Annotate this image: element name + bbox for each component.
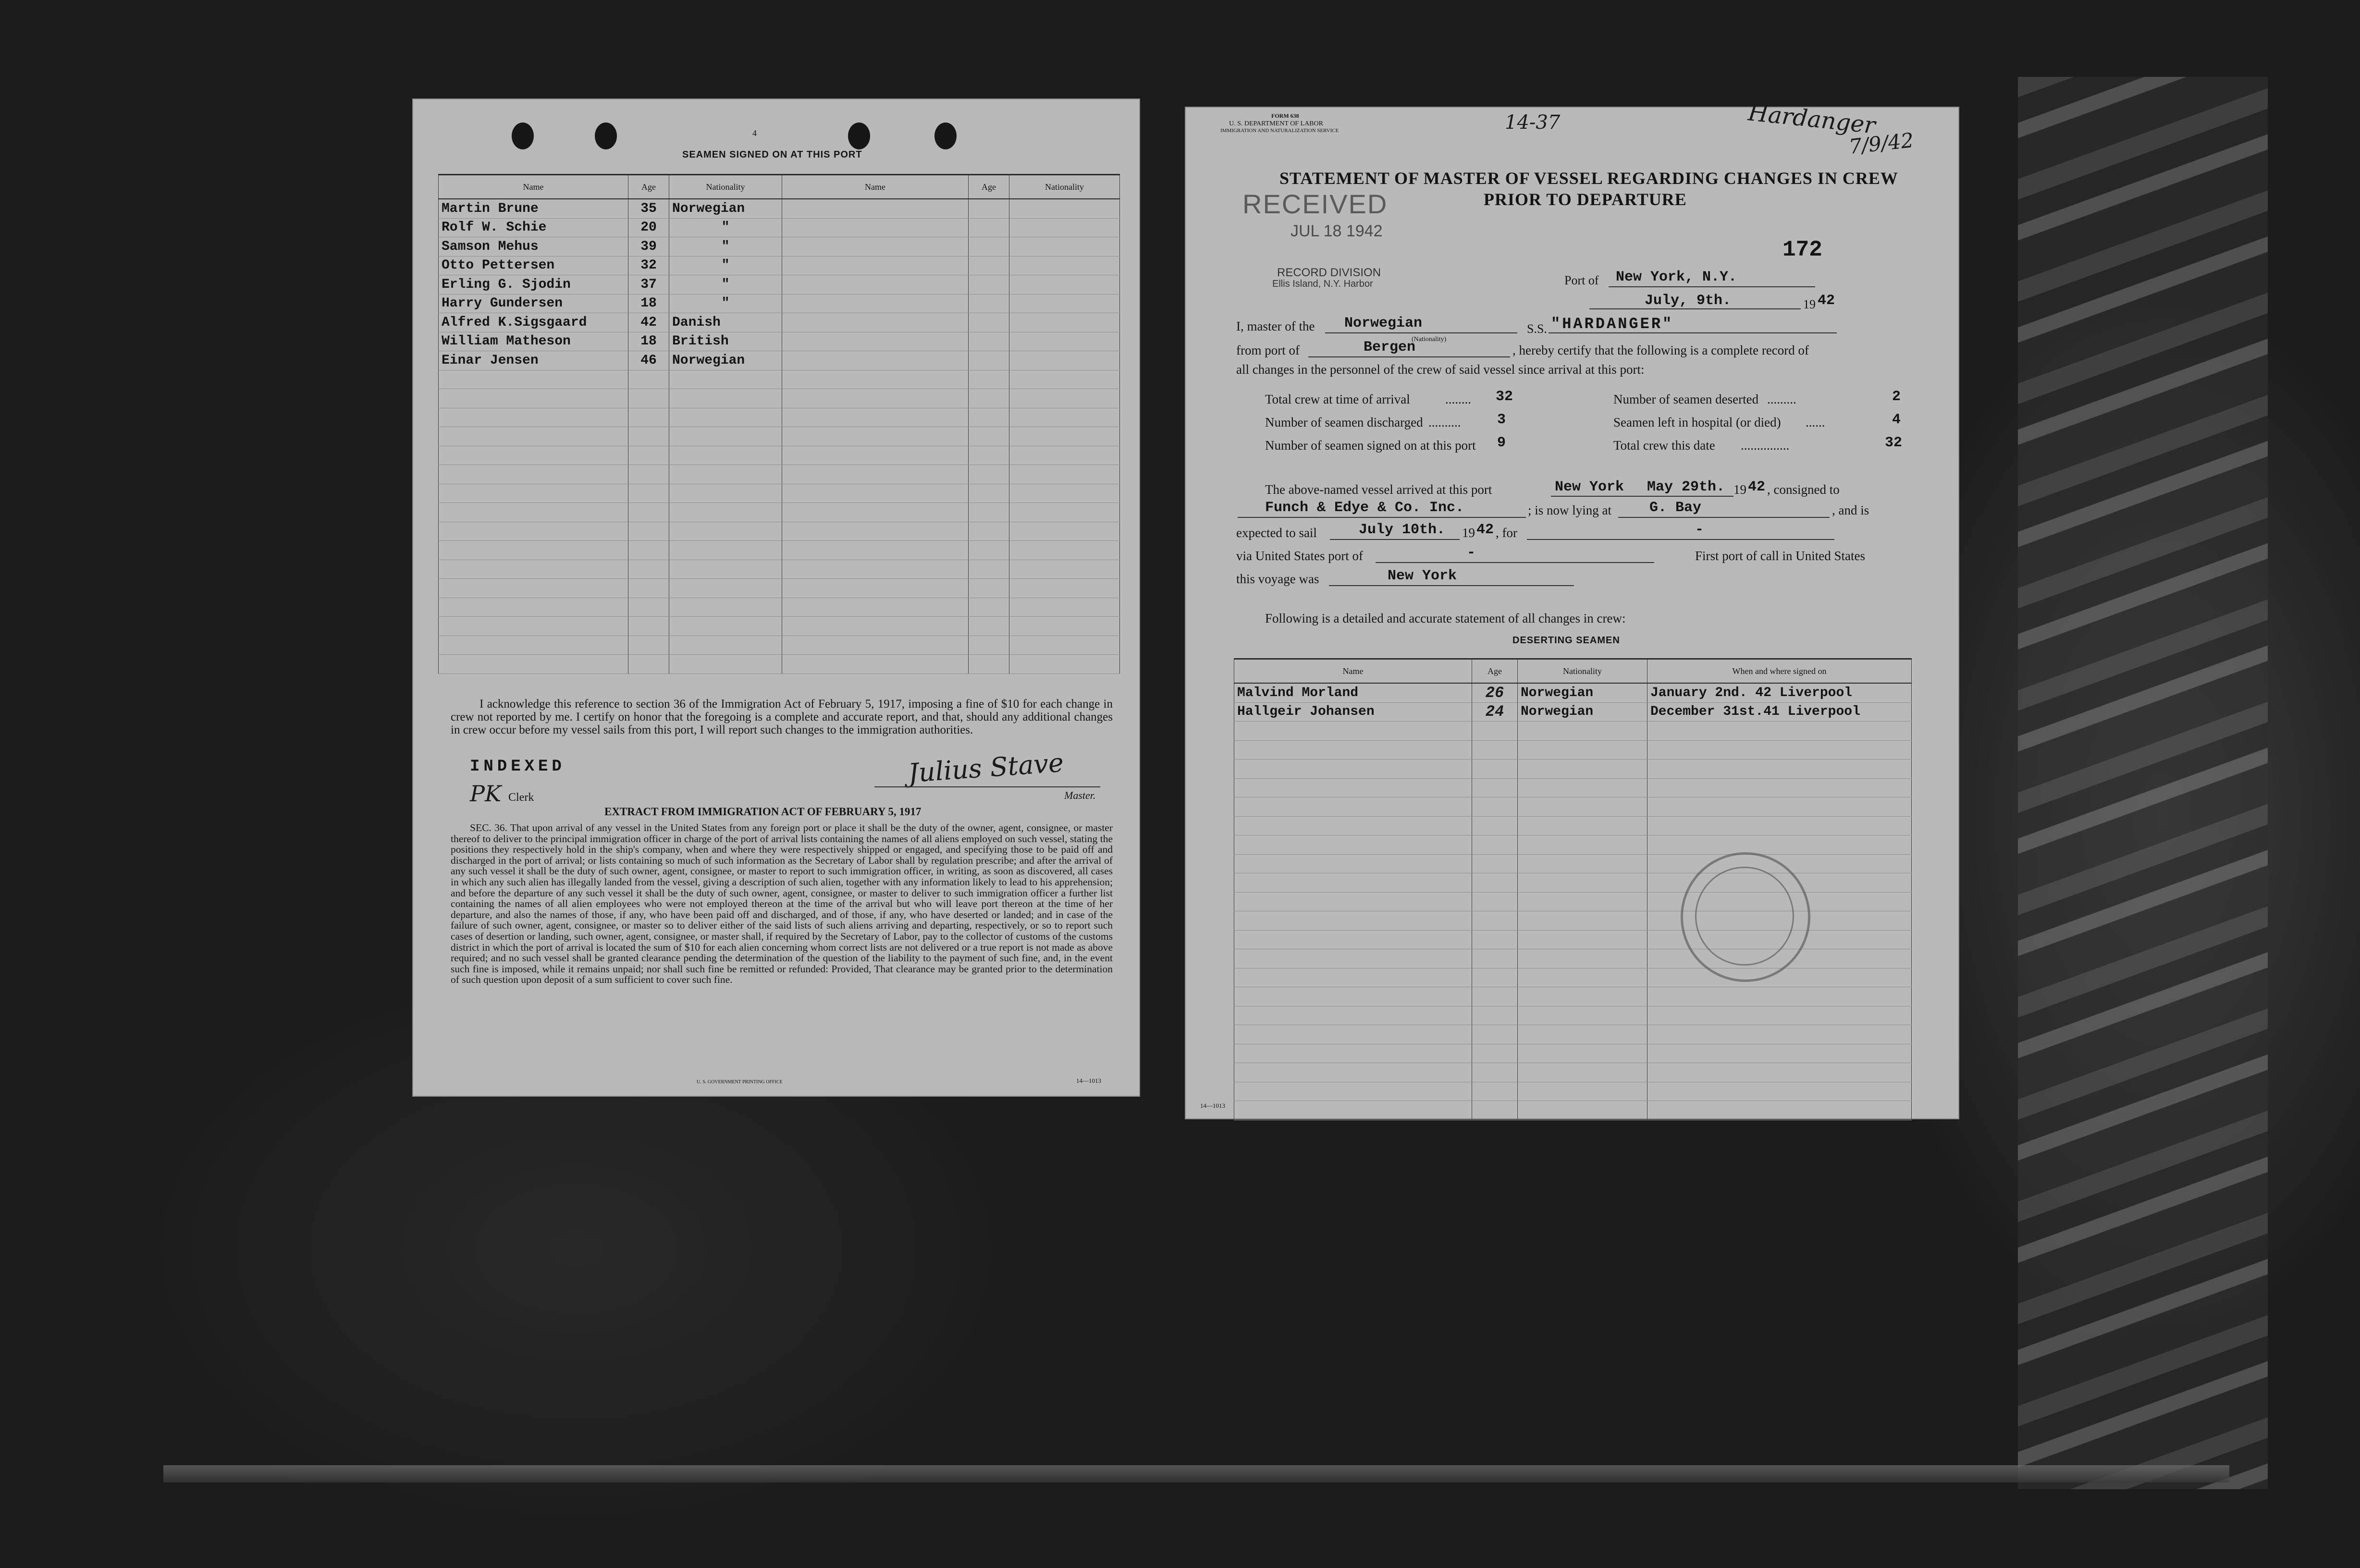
vessel-line bbox=[1549, 332, 1837, 333]
seaman-nationality: British bbox=[669, 332, 782, 351]
table-row bbox=[1234, 873, 1912, 893]
table-row bbox=[439, 617, 1120, 636]
table-row bbox=[1234, 778, 1912, 797]
table-row bbox=[439, 313, 1120, 332]
table-row bbox=[1234, 854, 1912, 873]
table-row bbox=[439, 541, 1120, 560]
table-row bbox=[1234, 683, 1912, 702]
stat-total-crew-arrival: 32 bbox=[1496, 389, 1513, 405]
seaman-name: Harry Gundersen bbox=[439, 294, 628, 313]
seaman-name: William Matheson bbox=[439, 332, 628, 351]
table-row bbox=[439, 275, 1120, 294]
from-port-line bbox=[1308, 356, 1510, 357]
seaman-name: Alfred K.Sigsgaard bbox=[439, 313, 628, 332]
form-code: 14—1013 bbox=[1076, 1077, 1101, 1084]
stat-label: Total crew at time of arrival bbox=[1265, 392, 1410, 406]
from-port-label: from port of bbox=[1236, 343, 1300, 357]
page-number: 4 bbox=[752, 128, 757, 138]
printer-imprint: U. S. GOVERNMENT PRINTING OFFICE bbox=[697, 1079, 783, 1085]
form-code: 14—1013 bbox=[1200, 1102, 1225, 1109]
table-row bbox=[439, 237, 1120, 257]
form-title-line2: PRIOR TO DEPARTURE bbox=[1484, 190, 1687, 209]
table-row bbox=[1234, 968, 1912, 987]
deserting-heading: DESERTING SEAMEN bbox=[1512, 635, 1620, 646]
year-prefix: 19 bbox=[1733, 482, 1746, 497]
stat-label: Total crew this date bbox=[1613, 438, 1715, 453]
service: IMMIGRATION AND NATURALIZATION SERVICE bbox=[1220, 128, 1339, 134]
deserter-name: Malvind Morland bbox=[1234, 683, 1472, 702]
table-header-row bbox=[439, 175, 1120, 199]
column-header: Nationality bbox=[1009, 175, 1120, 199]
table-row bbox=[439, 408, 1120, 427]
master-signature: Julius Stave bbox=[907, 747, 1065, 789]
lying-line bbox=[1618, 517, 1830, 518]
port-line bbox=[1609, 286, 1815, 287]
seaman-name: Martin Brune bbox=[439, 199, 628, 218]
table-row bbox=[439, 389, 1120, 408]
for-label: , for bbox=[1496, 526, 1517, 540]
column-header: Age bbox=[969, 175, 1009, 199]
stat-label: Number of seamen signed on at this port bbox=[1265, 438, 1476, 453]
expected-date: July 10th. bbox=[1359, 522, 1446, 538]
table-row bbox=[439, 351, 1120, 370]
table-row bbox=[1234, 816, 1912, 835]
arrived-label: The above-named vessel arrived at this port bbox=[1265, 482, 1492, 497]
deserter-nationality: Norwegian bbox=[1518, 683, 1647, 702]
table-row bbox=[1234, 1063, 1912, 1082]
stat-deserted: 2 bbox=[1892, 389, 1901, 405]
dot-leader: ...... bbox=[1806, 415, 1825, 429]
seaman-age: 46 bbox=[628, 351, 669, 370]
seaman-age: 20 bbox=[628, 218, 669, 237]
folder-edge bbox=[163, 1465, 2229, 1482]
punch-hole bbox=[848, 122, 870, 149]
table-row bbox=[439, 579, 1120, 598]
seaman-nationality: Norwegian bbox=[669, 199, 782, 218]
expected-year: 42 bbox=[1476, 522, 1494, 538]
certify-text: , hereby certify that the following is a complete record of bbox=[1512, 343, 1809, 357]
table-row bbox=[1234, 797, 1912, 817]
seaman-nationality: Norwegian bbox=[669, 351, 782, 370]
consignee: Funch & Edye & Co. Inc. bbox=[1265, 500, 1464, 516]
left-page bbox=[412, 98, 1140, 1097]
stat-discharged: 3 bbox=[1497, 412, 1506, 428]
seaman-nationality: Danish bbox=[669, 313, 782, 332]
table-row bbox=[439, 294, 1120, 313]
stat-signed-on: 9 bbox=[1497, 435, 1506, 451]
seaman-nationality: " bbox=[669, 256, 782, 275]
seaman-age: 18 bbox=[628, 332, 669, 351]
table-row bbox=[439, 218, 1120, 237]
from-port-value: Bergen bbox=[1364, 339, 1416, 355]
year-prefix: 19 bbox=[1462, 526, 1475, 540]
master-label: Master. bbox=[1064, 789, 1096, 801]
deserter-signed-on: December 31st.41 Liverpool bbox=[1647, 702, 1912, 722]
nationality-value: Norwegian bbox=[1344, 315, 1423, 331]
seaman-name: Otto Pettersen bbox=[439, 256, 628, 275]
seaman-name: Rolf W. Schie bbox=[439, 218, 628, 237]
form-number: FORM 638 bbox=[1271, 112, 1299, 119]
seaman-age: 39 bbox=[628, 237, 669, 257]
plastic-sleeve-glare bbox=[2018, 77, 2268, 1489]
right-page bbox=[1185, 99, 1959, 1119]
via-value: - bbox=[1467, 545, 1476, 561]
seaman-nationality: " bbox=[669, 237, 782, 257]
ss-label: S.S. bbox=[1527, 322, 1547, 336]
table-row bbox=[439, 598, 1120, 617]
table-row bbox=[1234, 722, 1912, 741]
deserter-signed-on: January 2nd. 42 Liverpool bbox=[1647, 683, 1912, 702]
column-header: Name bbox=[439, 175, 628, 199]
table-row bbox=[1234, 1025, 1912, 1044]
table-row bbox=[439, 522, 1120, 541]
arrived-port: New York bbox=[1555, 479, 1624, 495]
table-row bbox=[1234, 702, 1912, 722]
deserter-age: 24 bbox=[1472, 702, 1518, 722]
table-row bbox=[1234, 892, 1912, 911]
date-value: July, 9th. bbox=[1645, 293, 1732, 309]
table-row bbox=[1234, 1082, 1912, 1101]
deserter-name: Hallgeir Johansen bbox=[1234, 702, 1472, 722]
table-row bbox=[439, 332, 1120, 351]
stat-total-crew-date: 32 bbox=[1885, 435, 1903, 451]
arrived-date: May 29th. bbox=[1647, 479, 1725, 495]
signed-on-table bbox=[438, 174, 1120, 674]
master-of-label: I, master of the bbox=[1236, 319, 1315, 333]
column-header: Nationality bbox=[669, 175, 782, 199]
received-date-stamp: JUL 18 1942 bbox=[1291, 222, 1383, 240]
nationality-line bbox=[1325, 332, 1517, 333]
consigned-label: , consigned to bbox=[1767, 482, 1840, 497]
nationality-caption: (Nationality) bbox=[1412, 336, 1447, 343]
handwritten-vessel-note: Hardanger bbox=[1746, 99, 1877, 139]
column-header: Name bbox=[782, 175, 969, 199]
following-text: Following is a detailed and accurate statement of all changes in crew: bbox=[1265, 611, 1626, 625]
table-row bbox=[439, 636, 1120, 655]
indexed-stamp: INDEXED bbox=[470, 758, 565, 776]
record-location-stamp: Ellis Island, N.Y. Harbor bbox=[1272, 279, 1373, 289]
official-seal-inner-ring bbox=[1695, 867, 1794, 966]
punch-hole bbox=[512, 122, 534, 149]
dot-leader: ............... bbox=[1741, 438, 1790, 453]
lying-at: G. Bay bbox=[1649, 500, 1702, 516]
first-port-label: First port of call in United States bbox=[1695, 549, 1865, 563]
column-header: Age bbox=[1472, 659, 1518, 684]
dot-leader: .......... bbox=[1428, 415, 1461, 429]
stat-label: Seamen left in hospital (or died) bbox=[1613, 415, 1781, 429]
seaman-age: 18 bbox=[628, 294, 669, 313]
received-stamp: RECEIVED bbox=[1242, 189, 1388, 219]
table-row bbox=[1234, 740, 1912, 760]
voyage-value: New York bbox=[1388, 568, 1457, 584]
column-header: Age bbox=[628, 175, 669, 199]
table-row bbox=[439, 484, 1120, 503]
arrived-year: 42 bbox=[1748, 479, 1766, 495]
table-row bbox=[1234, 1044, 1912, 1063]
table-row bbox=[439, 655, 1120, 674]
table-row bbox=[439, 560, 1120, 579]
table-row bbox=[1234, 949, 1912, 968]
section-36-text: SEC. 36. That upon arrival of any vessel in the United States from any foreign port or place it shall be the duty of the owner, agent, consignee, or master thereof to deliver to the principal immigration officer in charge of the port of arrival lists containing the names of all aliens employed on such vessel, stating the positions they respectively hold in the ship's company, when and where they were respectively shipped or engaged, and specifying those to be paid off and discharged in the port of arrival; or lists containing so much of such information as the Secretary of Labor shall by regulation prescribe; and after the arrival of any such vessel it shall be the duty of such owner, agent, consignee, or master to report to such immigration officer, in writing, as soon as discovered, all cases in which any such alien has illegally landed from the vessel, giving a description of such alien, together with any information likely to lead to his apprehension; and before the departure of any such vessel it shall be the duty of such owner, agent, consignee, or master to deliver to such immigration officer a further list containing the names of all alien employees who were not employed thereon at the time of the arrival but who will leave port thereon at the time of her departure, and also the names of those, if any, who have been paid off and discharged, and of those, if any, who have deserted or landed; and in case of the failure of such owner, agent, consignee, or master so to deliver either of the said lists of such aliens arriving and departing, respectively, or so to report such cases of desertion or landing, such owner, agent, consignee, or master shall, if required by the Secretary of Labor, pay to the collector of customs of the customs district in which the port of arrival is located the sum of $10 for each alien concerning whom correct lists are not delivered or a true report is not made as above required; and no such vessel shall be granted clearance pending the determination of the question of the liability to the payment of such fine, and, in the event such fine is imposed, while it remains unpaid; nor shall such fine be remitted or refunded: Provided, That clearance may be granted prior to the determination of such question upon deposit of a sum sufficient to cover such fine. bbox=[451, 822, 1113, 986]
deserting-seamen-table bbox=[1234, 658, 1912, 1120]
arrived-line bbox=[1551, 496, 1733, 497]
department: U. S. DEPARTMENT OF LABOR bbox=[1229, 120, 1323, 127]
date-year: 42 bbox=[1818, 293, 1835, 309]
consignee-line bbox=[1238, 517, 1526, 518]
clerk-label: Clerk bbox=[508, 791, 534, 804]
seaman-age: 37 bbox=[628, 275, 669, 294]
certify-text-2: all changes in the personnel of the crew of said vessel since arrival at this port: bbox=[1236, 362, 1645, 377]
deserter-age: 26 bbox=[1472, 683, 1518, 702]
port-label: Port of bbox=[1564, 273, 1599, 287]
seaman-age: 42 bbox=[628, 313, 669, 332]
stat-label: Number of seamen deserted bbox=[1613, 392, 1759, 406]
date-line bbox=[1589, 308, 1801, 309]
handwritten-file-number: 14-37 bbox=[1505, 111, 1561, 134]
port-value: New York, N.Y. bbox=[1616, 269, 1737, 285]
seaman-nationality: " bbox=[669, 275, 782, 294]
punch-hole bbox=[934, 122, 957, 149]
dot-leader: ........ bbox=[1445, 392, 1471, 406]
seaman-name: Samson Mehus bbox=[439, 237, 628, 257]
seaman-age: 32 bbox=[628, 256, 669, 275]
acknowledgement-text: I acknowledge this reference to section 36 of the Immigration Act of February 5, 1917, imposing a fine of $10 for each change in crew not reported by me. I certify on honor that the foregoing is a complete and accurate report, and that, should any additional changes in crew occur before my vessel sails from this port, I will report such changes to the immigration authorities. bbox=[451, 698, 1113, 736]
voyage-label: this voyage was bbox=[1236, 572, 1319, 586]
stat-hospital: 4 bbox=[1892, 412, 1901, 428]
table-row bbox=[1234, 930, 1912, 949]
table-row bbox=[1234, 987, 1912, 1006]
deserter-nationality: Norwegian bbox=[1518, 702, 1647, 722]
table-row bbox=[439, 446, 1120, 465]
table-row bbox=[439, 427, 1120, 446]
clerk-initials: PK bbox=[470, 781, 502, 807]
column-header: When and where signed on bbox=[1647, 659, 1912, 684]
form-title-line1: STATEMENT OF MASTER OF VESSEL REGARDING CHANGES IN CREW bbox=[1279, 169, 1898, 188]
table-row bbox=[439, 256, 1120, 275]
seaman-nationality: " bbox=[669, 218, 782, 237]
table-row bbox=[439, 370, 1120, 389]
extract-title: EXTRACT FROM IMMIGRATION ACT OF FEBRUARY 5, 1917 bbox=[604, 806, 922, 818]
table-row bbox=[1234, 1101, 1912, 1120]
for-line bbox=[1527, 539, 1834, 540]
table-row bbox=[439, 503, 1120, 522]
table-row bbox=[1234, 835, 1912, 855]
via-line bbox=[1376, 562, 1654, 563]
lying-label: ; is now lying at bbox=[1528, 503, 1611, 517]
year-prefix: 19 bbox=[1803, 297, 1816, 311]
and-is-label: , and is bbox=[1832, 503, 1869, 517]
expected-label: expected to sail bbox=[1236, 526, 1317, 540]
punch-hole bbox=[595, 122, 617, 149]
table-row bbox=[1234, 1006, 1912, 1025]
table-header-row bbox=[1234, 659, 1912, 684]
column-header: Name bbox=[1234, 659, 1472, 684]
dot-leader: ......... bbox=[1767, 392, 1796, 406]
signature-line bbox=[874, 786, 1100, 787]
seaman-name: Erling G. Sjodin bbox=[439, 275, 628, 294]
record-division-stamp: RECORD DIVISION bbox=[1277, 266, 1381, 279]
table-row bbox=[1234, 760, 1912, 779]
document-number-stamp: 172 bbox=[1782, 237, 1822, 262]
table-row bbox=[439, 465, 1120, 484]
handwritten-date-note: 7/9/42 bbox=[1847, 128, 1915, 159]
column-header: Nationality bbox=[1518, 659, 1647, 684]
table-row bbox=[439, 199, 1120, 218]
seaman-nationality: " bbox=[669, 294, 782, 313]
signed-on-heading: SEAMEN SIGNED ON AT THIS PORT bbox=[682, 149, 862, 160]
seaman-name: Einar Jensen bbox=[439, 351, 628, 370]
expected-line bbox=[1330, 539, 1460, 540]
stat-label: Number of seamen discharged bbox=[1265, 415, 1423, 429]
seaman-age: 35 bbox=[628, 199, 669, 218]
voyage-line bbox=[1329, 585, 1574, 586]
via-label: via United States port of bbox=[1236, 549, 1363, 563]
for-value: - bbox=[1695, 522, 1704, 538]
vessel-name: "HARDANGER" bbox=[1551, 315, 1674, 333]
